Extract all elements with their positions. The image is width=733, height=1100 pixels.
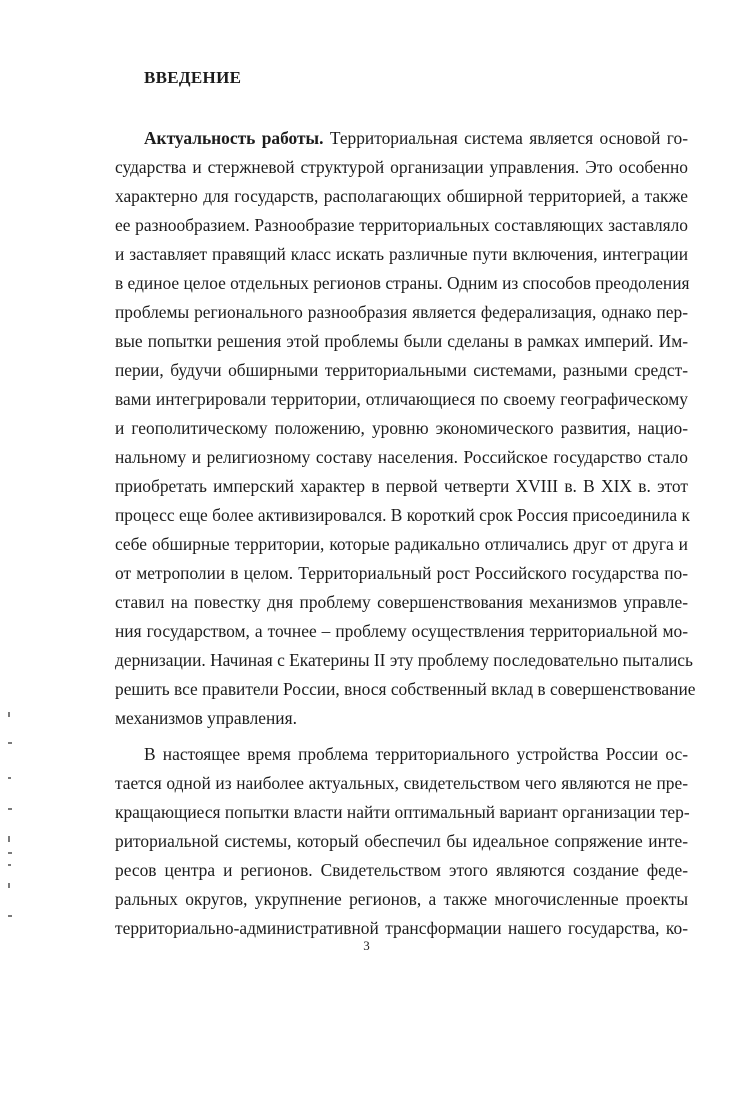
scan-mark (8, 742, 12, 744)
paragraph-line: механизмов управления. (115, 708, 297, 728)
paragraph-line: ресов центра и регионов. Свидетельством этого являются создание феде- (115, 860, 688, 880)
scan-mark (8, 915, 12, 917)
paragraph-line: от метрополии в целом. Территориальный рост Российского государства по- (115, 563, 688, 583)
page-number: 3 (363, 938, 370, 953)
scan-mark (8, 712, 10, 717)
paragraph-line: себе обширные территории, которые радикально отличались друг от друга и (115, 534, 688, 554)
paragraph-line: ставил на повестку дня проблему совершенствования механизмов управле- (115, 592, 688, 612)
section-heading: ВВЕДЕНИЕ (144, 68, 242, 87)
paragraph-line-text: Территориальная система является основой го- (323, 128, 688, 148)
paragraph-line: в единое целое отдельных регионов страны. Одним из способов преодоления (115, 273, 690, 293)
scan-mark (8, 777, 11, 779)
paragraph-line: ния государством, а точнее – проблему осуществления территориальной мо- (115, 621, 688, 641)
paragraph-line: кращающиеся попытки власти найти оптимальный вариант организации тер- (115, 802, 690, 822)
lead-bold-text: Актуальность работы. (144, 128, 324, 148)
paragraph-line: проблемы регионального разнообразия является федерализация, однако пер- (115, 302, 688, 322)
paragraph-2-line-1: В настоящее время проблема территориального устройства России ос- (144, 744, 688, 764)
paragraph-line: процесс еще более активизировался. В короткий срок Россия присоединила к (115, 505, 690, 525)
paragraph-line: решить все правители России, внося собственный вклад в совершенствование (115, 679, 696, 699)
scan-mark (8, 852, 12, 854)
paragraph-line: территориально-административной трансформации нашего государства, ко- (115, 918, 688, 938)
paragraph-line: приобретать имперский характер в первой четверти XVIII в. В XIX в. этот (115, 476, 688, 496)
paragraph-line: дернизации. Начиная с Екатерины II эту проблему последовательно пытались (115, 650, 693, 670)
paragraph-line: нальному и религиозному составу населения. Российское государство стало (115, 447, 688, 467)
paragraph-line: вами интегрировали территории, отличающиеся по своему географическому (115, 389, 688, 409)
paragraph-line: и заставляет правящий класс искать различные пути включения, интеграции (115, 244, 688, 264)
scan-mark (8, 883, 10, 888)
paragraph-line: характерно для государств, располагающих обширной территорией, а также (115, 186, 688, 206)
scan-mark (8, 864, 11, 866)
paragraph-line: вые попытки решения этой проблемы были сделаны в рамках империй. Им- (115, 331, 688, 351)
paragraph-line: риториальной системы, который обеспечил бы идеальное сопряжение инте- (115, 831, 688, 851)
paragraph-line: и геополитическому положению, уровню экономического развития, нацио- (115, 418, 688, 438)
paragraph-line: ее разнообразием. Разнообразие территориальных составляющих заставляло (115, 215, 688, 235)
paragraph-1-line-1 (144, 127, 688, 149)
paragraph-line: перии, будучи обширными территориальными системами, разными средст- (115, 360, 688, 380)
paragraph-line: тается одной из наиболее актуальных, свидетельством чего являются не пре- (115, 773, 688, 793)
paragraph-line: сударства и стержневой структурой организации управления. Это особенно (115, 157, 688, 177)
scan-mark (8, 836, 10, 842)
paragraph-line: ральных округов, укрупнение регионов, а также многочисленные проекты (115, 889, 688, 909)
scan-mark (8, 808, 12, 810)
